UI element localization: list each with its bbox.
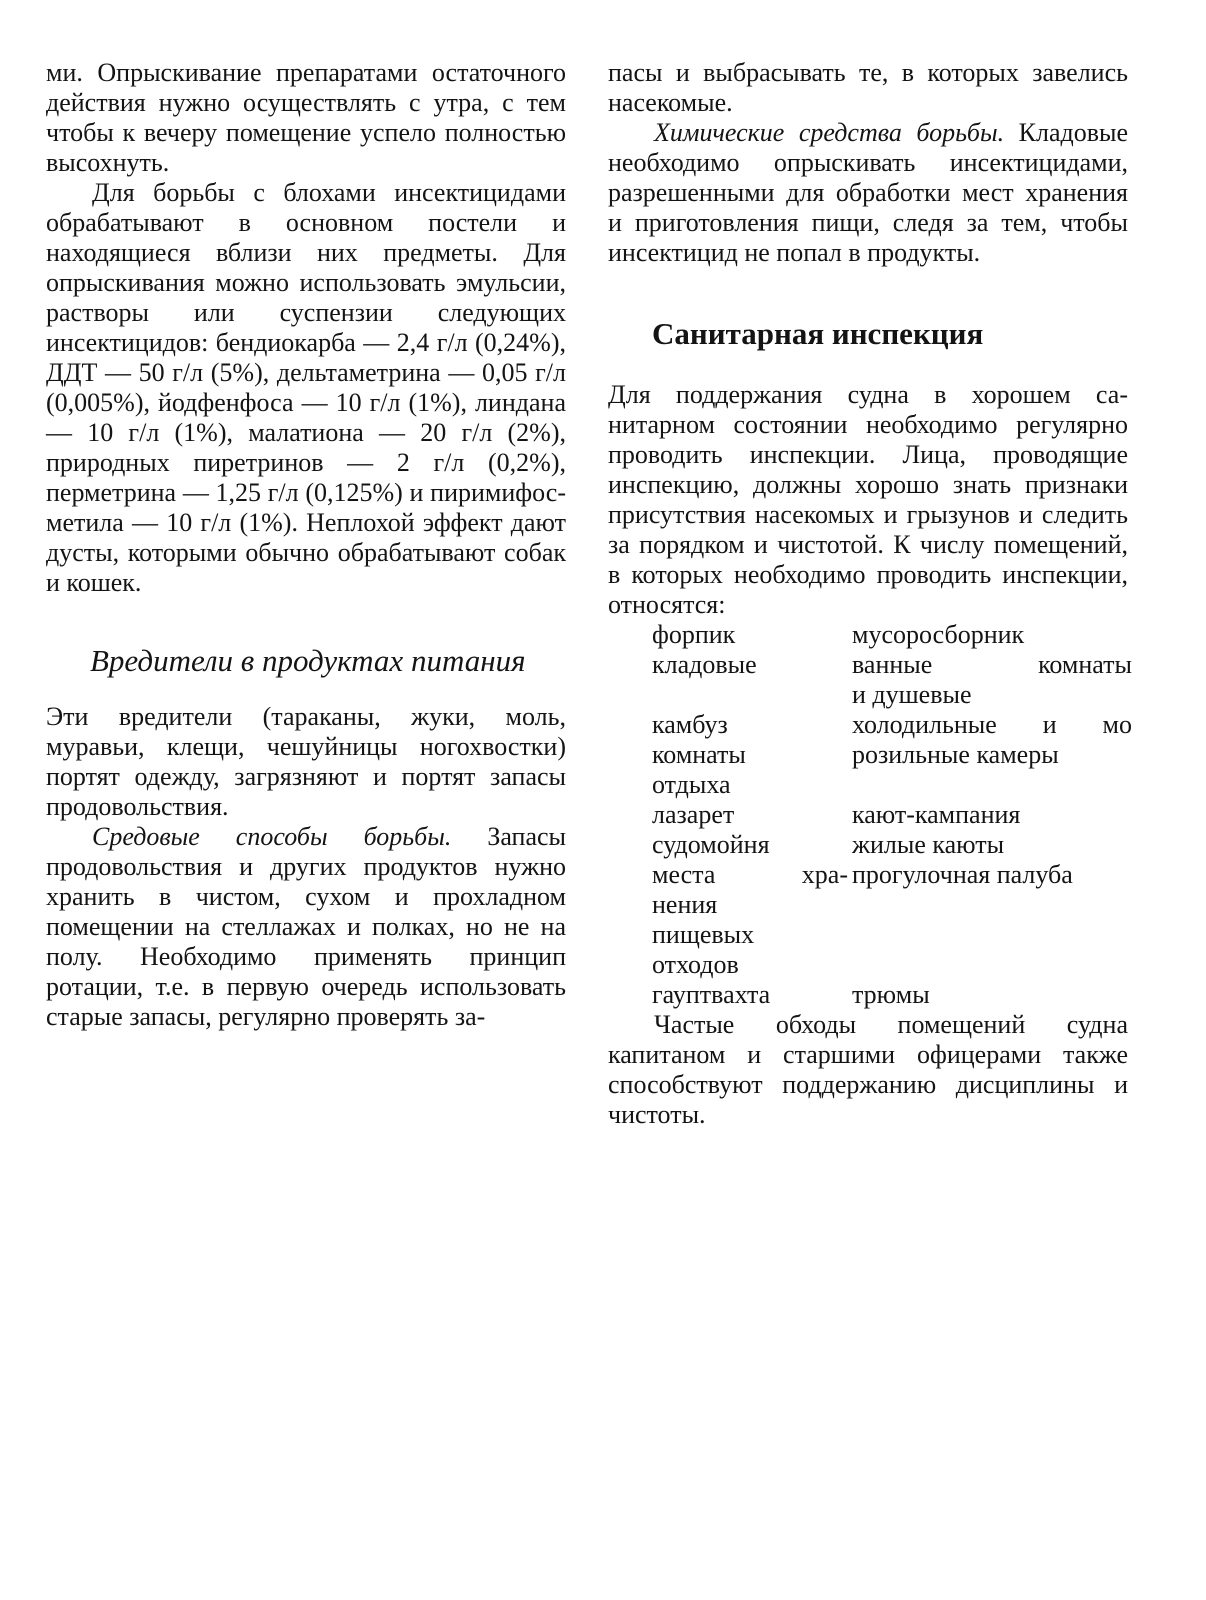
room-item-right: розильные камеры (852, 740, 1059, 769)
paragraph-environmental-methods (46, 822, 566, 1032)
left-column (46, 58, 566, 1032)
room-item-left: форпик (652, 620, 736, 649)
room-item-left: гауптвахта (652, 980, 771, 1009)
room-item-right: прогулочная палуба (852, 860, 1073, 889)
chemical-methods-lead: Химические средства борьбы. (654, 118, 1005, 147)
room-item-left: отдыха (652, 770, 731, 799)
room-item-left: комнаты (652, 740, 746, 769)
rooms-list (652, 620, 1132, 1010)
paragraph-residual-spraying: ми. Опрыскивание препаратами остаточного действия нужно осуществлять с утра, с тем чтобы к вечеру помещение успело полностью высохнуть. (46, 58, 566, 177)
room-item-left (652, 680, 848, 710)
room-item-right: кают-кампания (852, 800, 1021, 829)
room-item-right (852, 920, 1132, 950)
room-item-right (852, 950, 1132, 980)
room-item-right: ванные комнаты (852, 650, 1132, 679)
environmental-methods-lead: Средовые способы борьбы. (92, 822, 452, 851)
room-item-right: холодильные и мо (852, 710, 1132, 739)
environmental-methods-text: Запасы продовольствия и других продуктов нужно хранить в чистом, сухом и прохладном помещении на стеллажах и полках, но не на полу. Необходимо применять принцип ротации, т.е. в первую очередь использовать старые запасы, регулярно проверять за- (46, 822, 566, 1031)
room-item-right: мусоросборник (852, 620, 1025, 649)
room-item-left: камбуз (652, 710, 728, 739)
heading-sanitary-inspection: Санитарная инспекция (652, 316, 984, 351)
paragraph-food-pests: Эти вредители (тараканы, жуки, моль, муравьи, клещи, чешуйницы ногохвостки) портят одежду, загрязняют и портят запасы продовольствия. (46, 702, 566, 821)
room-item-left: нения (652, 890, 718, 919)
room-item-right: жилые каюты (852, 830, 1005, 859)
right-column (608, 58, 1132, 1130)
room-item-left: кладовые (652, 650, 757, 679)
paragraph-captain-rounds: Частые обходы помещений судна капитаном и старшими офицерами также способствуют поддержанию дисциплины и чистоты. (608, 1010, 1128, 1129)
room-item-right: и душевые (852, 680, 972, 709)
heading-food-pests: Вредители в продуктах питания (90, 643, 526, 678)
room-item-left: лазарет (652, 800, 735, 829)
paragraph-inspection: Для поддержания судна в хорошем санитарном состоянии необходимо регулярно проводить инспекции. Лица, проводящие инспекцию, должны хорошо знать признаки присутствия насекомых и грызунов и следить за порядком и чистотой. К числу помещений, в которых необходимо проводить инспекции, относятся: (608, 380, 1128, 619)
room-item-left: отходов (652, 950, 739, 979)
chemical-methods-text: Кладовые необходимо опрыскивать инсектицидами, разрешенными для обработки мест хранения и приготовления пищи, следя за тем, чтобы инсектицид не попал в продукты. (608, 118, 1128, 267)
room-item-left: места хра- (652, 860, 848, 889)
paragraph-chemical-methods (608, 118, 1128, 268)
room-item-left: судомойня (652, 830, 770, 859)
room-item-right (852, 890, 1132, 920)
room-item-right: трюмы (852, 980, 930, 1009)
paragraph-fleas: Для борьбы с блохами инсектицидами обрабатывают в основном постели и находящиеся вблизи них предметы. Для опрыскивания можно использовать эмульсии, растворы или суспензии следующих инсектицидов: бендиокарба — 2,4 г/л (0,24%), ДДТ — 50 г/л (5%), дельтаметрина — 0,05 г/л (0,005%), йодфенфоса — 10 г/л (1%), линдана — 10 г/л (1%), малатиона — 20 г/л (2%), природных пиретринов — 2 г/л (0,2%), перметрина — 1,25 г/л (0,125%) и пиримифосметила — 10 г/л (1%). Неплохой эффект дают дусты, которыми обычно обрабатывают собак и кошек. (46, 178, 566, 597)
paragraph-continued: пасы и выбрасывать те, в которых завелись насекомые. (608, 58, 1128, 117)
room-item-right (852, 770, 1132, 800)
room-item-left: пищевых (652, 920, 755, 949)
